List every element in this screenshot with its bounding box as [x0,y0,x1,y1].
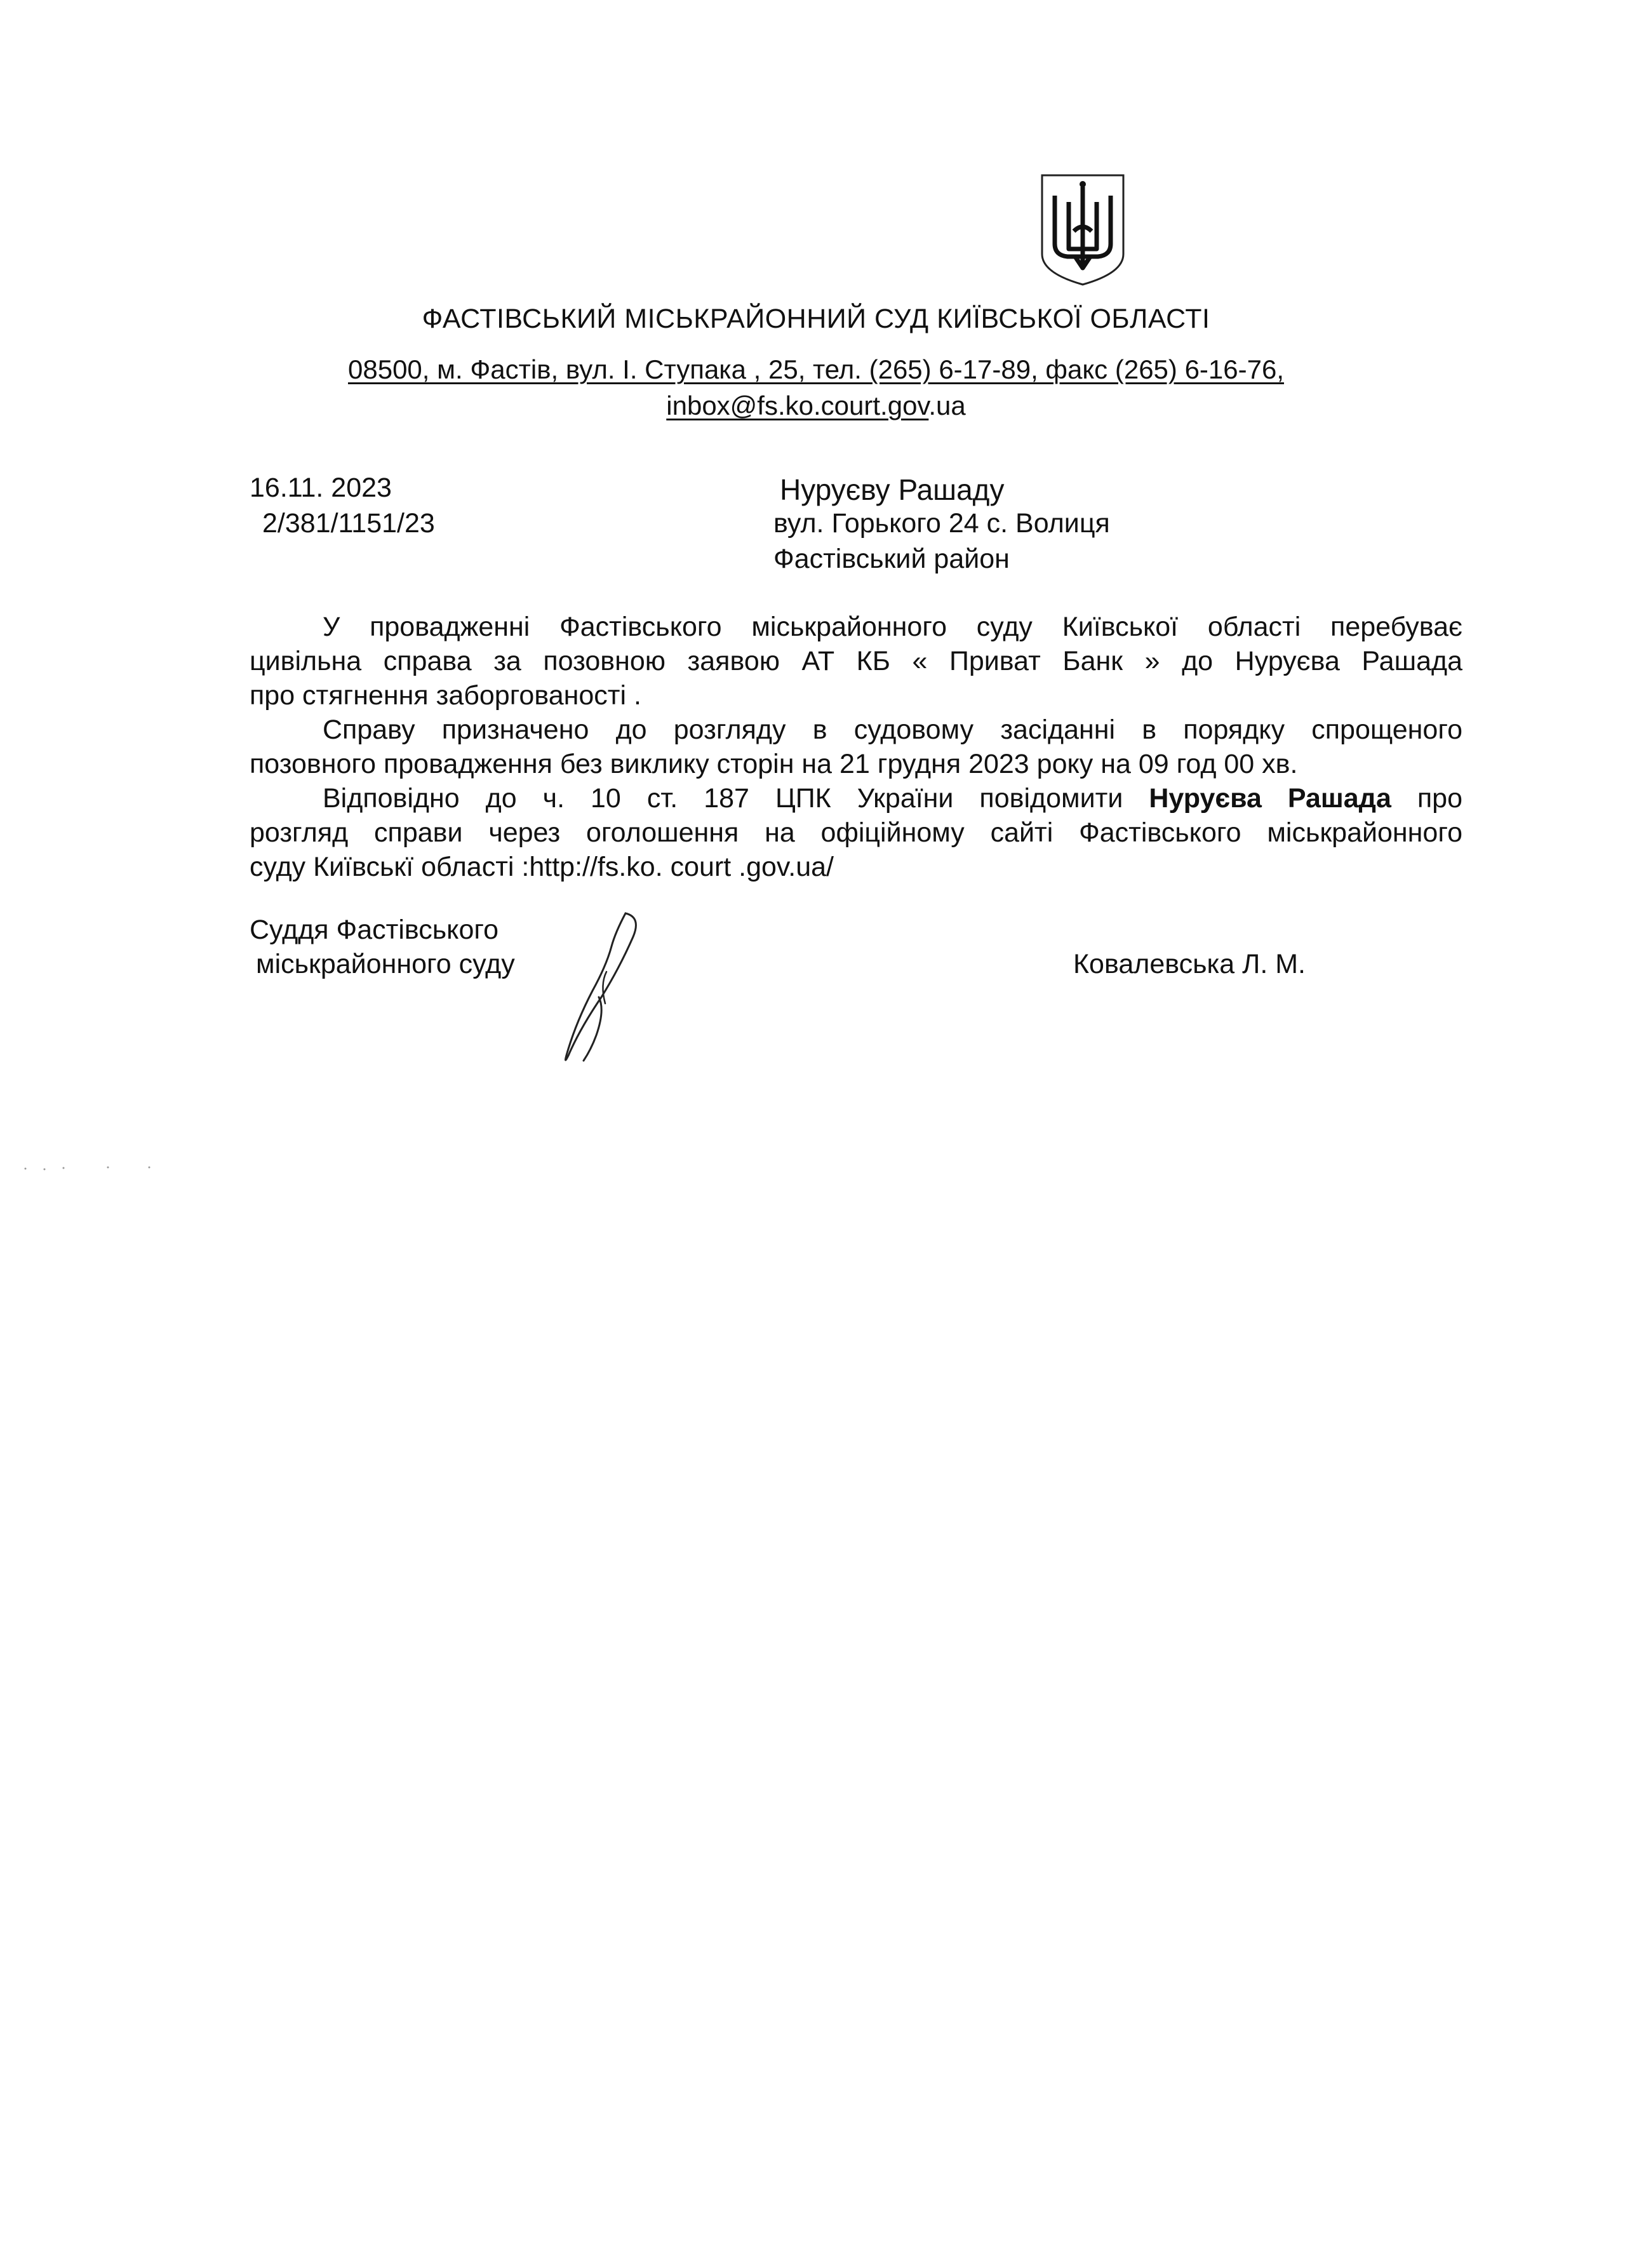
handwritten-signature [530,908,651,1067]
paragraph-line: розгляд справи через оголошення на офіційному сайті Фастівського міськрайонного [250,817,1462,848]
paragraph-line: цивільна справа за позовною заявою АТ КБ « Приват Банк » до Нуруєва Рашада [250,646,1462,676]
court-name: ФАСТІВСЬКИЙ МІСЬКРАЙОННИЙ СУД КИЇВСЬКОЇ ОБЛАСТІ [422,304,1210,334]
court-email-suffix: .ua [928,391,966,420]
paragraph-proceedings [250,610,1462,713]
notification-text: про [1417,783,1462,814]
defendant-name: Нуруєва Рашада [1149,783,1391,814]
notification-text: Відповідно до ч. 10 ст. 187 ЦПК України повідомити [323,783,1123,814]
recipient-district: Фастівський район [773,544,1010,574]
scan-specks [19,1162,171,1175]
court-email-line [0,391,1632,421]
judge-title-line-2: міськрайонного суду [256,949,515,979]
paragraph-line: Справу призначено до розгляду в судовому засіданні в порядку спрощеного [323,715,1462,745]
coat-of-arms-icon [1038,173,1127,287]
recipient-street: вул. Горького 24 с. Волиця [773,508,1110,539]
judge-name: Ковалевська Л. М. [1073,949,1306,979]
paragraph-line: суду Київськї області :http://fs.ko. court .gov.ua/ [250,852,834,882]
case-number: 2/381/1151/23 [262,508,435,539]
court-address [0,354,1632,385]
judge-title-line-1: Суддя Фастівського [250,915,499,945]
paragraph-line: У провадженні Фастівського міськрайонного суду Київської області перебуває [323,612,1462,642]
paragraph-hearing [250,713,1462,781]
paragraph-line: позовного провадження без виклику сторін на 21 грудня 2023 року на 09 год 00 хв. [250,749,1298,779]
paragraph-notification [250,781,1462,884]
court-address-text: 08500, м. Фастів, вул. І. Ступака , 25, тел. (265) 6-17-89, факс (265) 6-16-76, [348,354,1284,384]
paragraph-line [250,781,1462,815]
letter-date: 16.11. 2023 [250,473,392,503]
court-email: inbox@fs.ko.court.gov [666,391,929,420]
paragraph-line: про стягнення заборгованості . [250,680,641,711]
recipient-name: Нуруєву Рашаду [780,473,1005,506]
